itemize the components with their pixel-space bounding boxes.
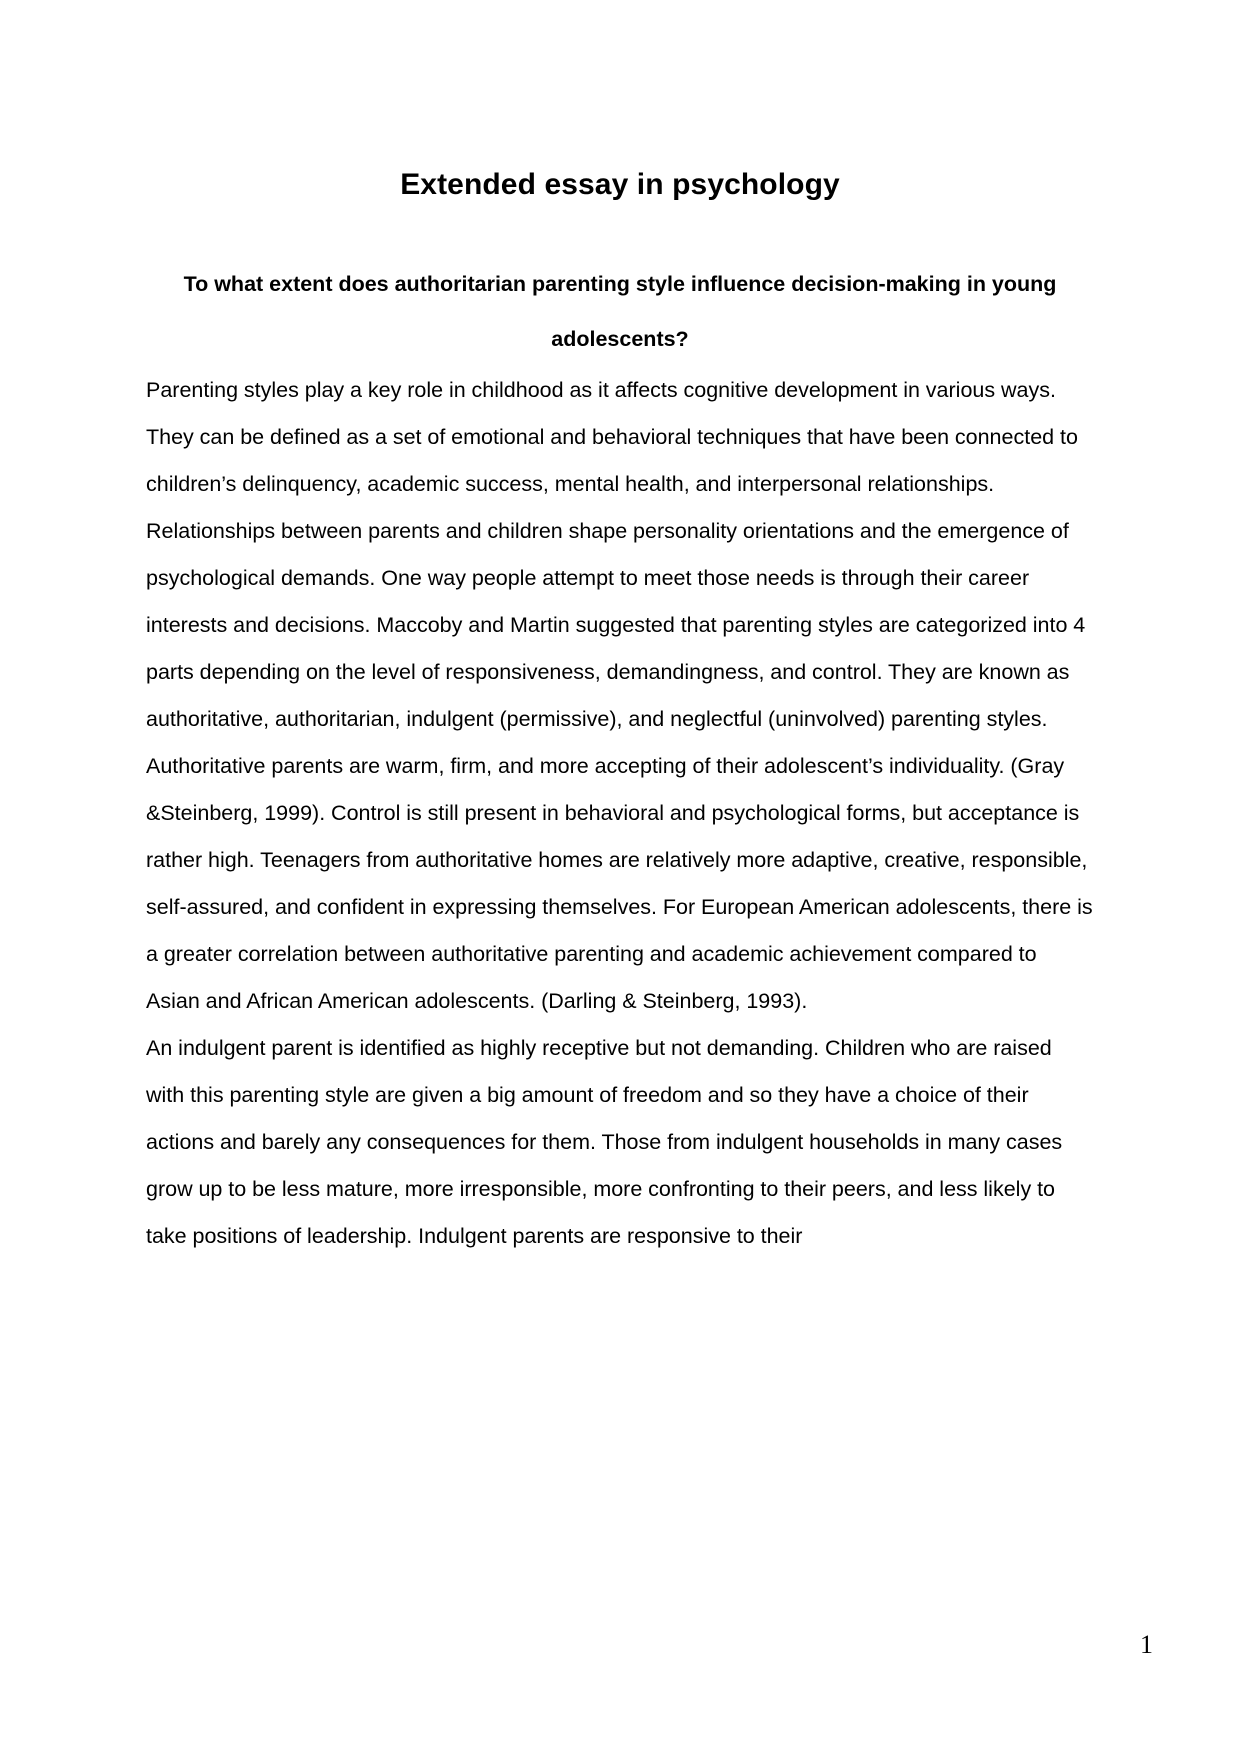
page-title: Extended essay in psychology [400, 168, 840, 201]
document-body [146, 0, 1094, 1260]
page-number: 1 [1140, 1630, 1153, 1659]
paragraph-3: An indulgent parent is identified as highly receptive but not demanding. Children who are raised with this parenting style are given a big amount of freedom and so they have a choice of their actions and barely any consequences for them. Those from indulgent households in many cases grow up to be less mature, more irresponsible, more confronting to their peers, and less likely to take positions of leadership. Indulgent parents are responsive to their [146, 1036, 1063, 1248]
paragraph-1: Parenting styles play a key role in childhood as it affects cognitive development in various ways. They can be defined as a set of emotional and behavioral techniques that have been connected to children’s delinquency, academic success, mental health, and interpersonal relationships. Relationships between parents and children shape personality orientations and the emergence of psychological demands. One way people attempt to meet those needs is through their career interests and decisions. Maccoby and Martin suggested that parenting styles are categorized into 4 parts depending on the level of responsiveness, demandingness, and control. They are known as authoritative, authoritarian, indulgent (permissive), and neglectful (uninvolved) parenting styles. [146, 378, 1086, 731]
research-question-heading: To what extent does authoritarian parenting style influence decision-making in young adolescents? [183, 272, 1057, 351]
paragraph-2: Authoritative parents are warm, firm, and more accepting of their adolescent’s individuality. (Gray &Steinberg, 1999). Control is still present in behavioral and psychological forms, but acceptance is rather high. Teenagers from authoritative homes are relatively more adaptive, creative, responsible, self-assured, and confident in expressing themselves. For European American adolescents, there is a greater correlation between authoritative parenting and academic achievement compared to Asian and African American adolescents. (Darling & Steinberg, 1993). [146, 754, 1093, 1013]
